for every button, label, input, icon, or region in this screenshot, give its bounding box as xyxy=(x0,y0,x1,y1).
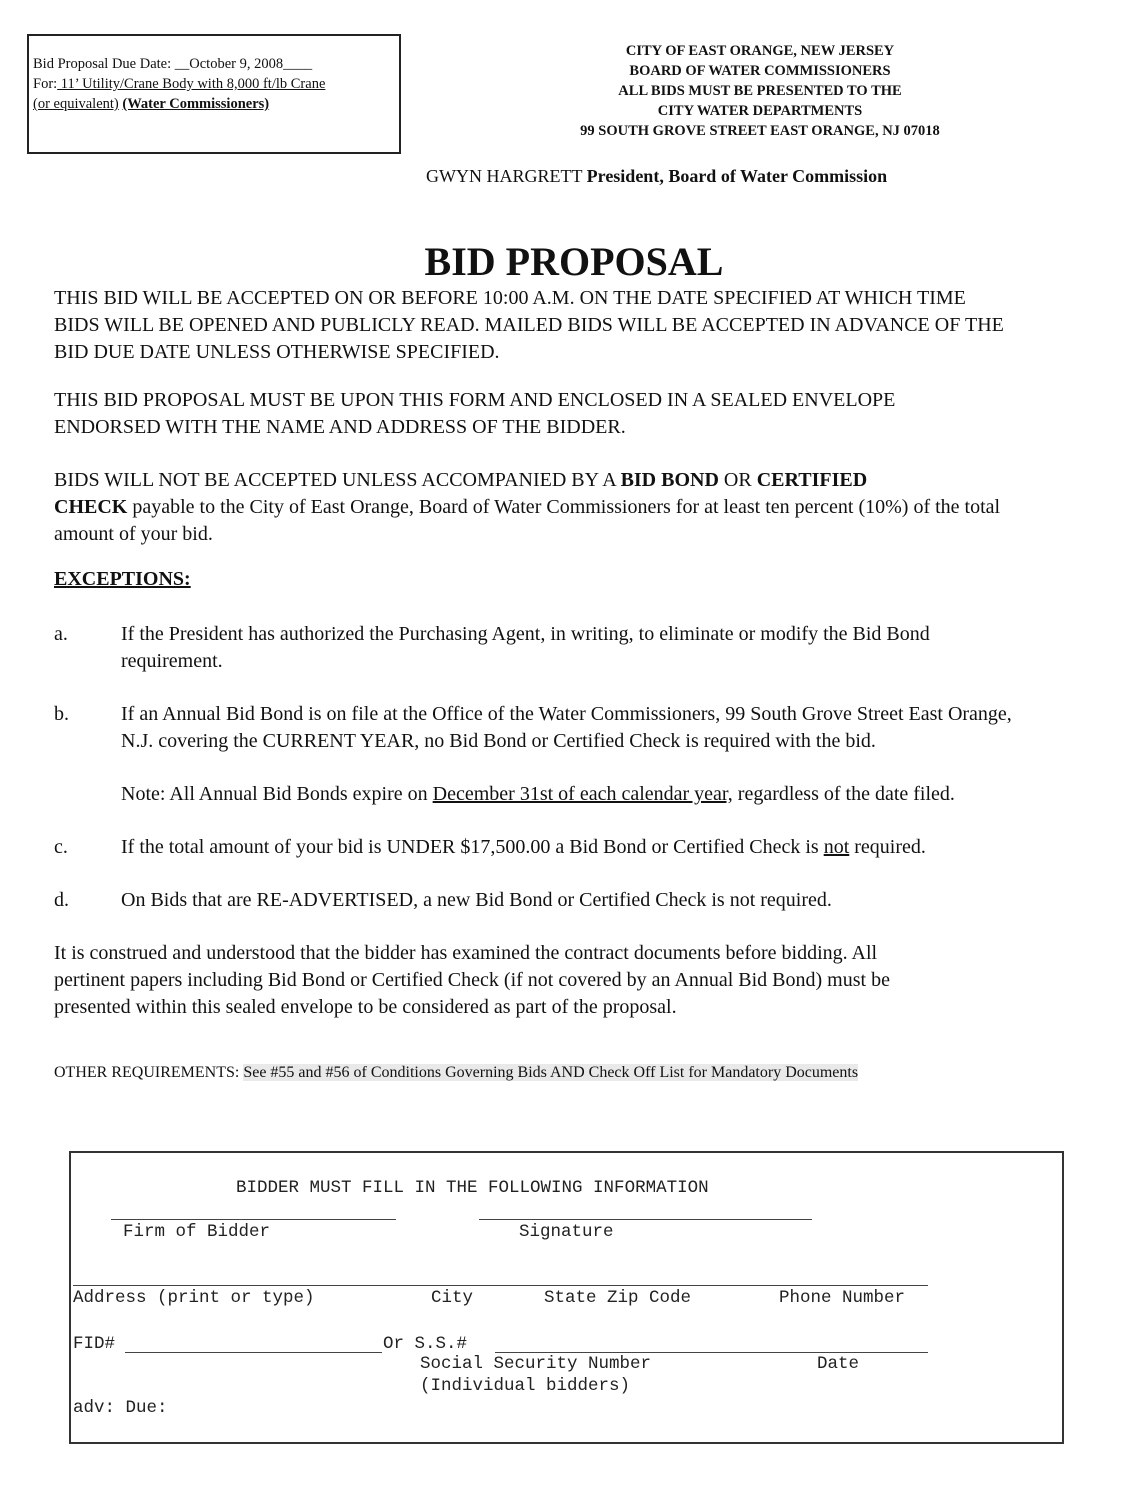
paragraph-line: BID DUE DATE UNLESS OTHERWISE SPECIFIED. xyxy=(54,341,500,363)
other-requirements-label: OTHER REQUIREMENTS: xyxy=(54,1064,244,1081)
individual-bidders-caption: (Individual bidders) xyxy=(420,1376,631,1396)
other-requirements xyxy=(54,1064,858,1082)
paragraph-line: BIDS WILL BE OPENED AND PUBLICLY READ. MAILED BIDS WILL BE ACCEPTED IN ADVANCE OF THE xyxy=(54,314,1004,336)
header-city: CITY OF EAST ORANGE, NEW JERSEY xyxy=(625,43,895,59)
for-label: For: xyxy=(33,76,58,92)
check-term: CHECK xyxy=(54,496,128,518)
department-note: (Water Commissioners) xyxy=(122,96,270,112)
exceptions-heading: EXCEPTIONS: xyxy=(54,568,191,590)
paragraph-line: ENDORSED WITH THE NAME AND ADDRESS OF THE BIDDER. xyxy=(54,416,626,438)
state-zip-label: State Zip Code xyxy=(544,1288,692,1308)
fid-input-line[interactable] xyxy=(125,1352,382,1353)
firm-input-line[interactable] xyxy=(111,1219,396,1220)
exception-d-letter: d. xyxy=(54,889,69,911)
bidder-info-box xyxy=(69,1151,1064,1444)
due-date-box xyxy=(27,34,401,154)
item-equivalent-line xyxy=(33,96,269,113)
ss-label: Or S.S.# xyxy=(383,1334,468,1354)
exception-b-letter: b. xyxy=(54,703,69,725)
bid-bond-term: BID BOND xyxy=(620,469,719,491)
president-line xyxy=(426,166,887,187)
exception-b: If an Annual Bid Bond is on file at the Office of the Water Commissioners, 99 South Grove Street East Orange, N.J. covering the CURRENT YEAR, no Bid Bond or Certified Check is required with the bid. xyxy=(121,703,1012,752)
city-label: City xyxy=(431,1288,474,1308)
president-name: GWYN HARGRETT xyxy=(426,166,583,186)
bid-bond-paragraph: BIDS WILL NOT BE ACCEPTED UNLESS ACCOMPANIED BY A BID BOND OR CERTIFIED CHECK payable to the City of East Orange, Board of Water Commissioners for at least ten percent (10%) of the total amount of your bid. xyxy=(54,469,1001,545)
page-title: BID PROPOSAL xyxy=(424,239,724,284)
ss-input-line[interactable] xyxy=(495,1352,928,1353)
paragraph-line: THIS BID WILL BE ACCEPTED ON OR BEFORE 10:00 A.M. ON THE DATE SPECIFIED AT WHICH TIME xyxy=(54,287,966,309)
header-board: BOARD OF WATER COMMISSIONERS xyxy=(629,63,891,79)
exception-a-letter: a. xyxy=(54,623,68,645)
header-address: 99 SOUTH GROVE STREET EAST ORANGE, NJ 07018 xyxy=(580,123,940,139)
equivalent-note: (or equivalent) xyxy=(33,96,119,112)
header-department: CITY WATER DEPARTMENTS xyxy=(657,103,863,119)
item-description: 11’ Utility/Crane Body with 8,000 ft/lb Crane xyxy=(57,76,326,92)
exception-c-letter: c. xyxy=(54,836,68,858)
firm-label: Firm of Bidder xyxy=(123,1222,271,1242)
paragraph-line: THIS BID PROPOSAL MUST BE UPON THIS FORM AND ENCLOSED IN A SEALED ENVELOPE xyxy=(54,389,896,411)
fid-label: FID# xyxy=(73,1334,116,1354)
signature-input-line[interactable] xyxy=(479,1219,812,1220)
item-description-line xyxy=(33,76,325,93)
exception-d: On Bids that are RE-ADVERTISED, a new Bid Bond or Certified Check is not required. xyxy=(121,889,832,911)
acceptance-paragraph xyxy=(54,285,1114,366)
certified-term: CERTIFIED xyxy=(756,469,868,491)
date-caption: Date xyxy=(817,1354,860,1374)
other-requirements-text: See #55 and #56 of Conditions Governing Bids AND Check Off List for Mandatory Documents xyxy=(243,1064,859,1081)
due-date-line: Bid Proposal Due Date: __October 9, 2008____ xyxy=(33,56,313,72)
exception-c: If the total amount of your bid is UNDER $17,500.00 a Bid Bond or Certified Check is not required. xyxy=(121,836,926,858)
header-instruction: ALL BIDS MUST BE PRESENTED TO THE xyxy=(618,83,902,99)
phone-label: Phone Number xyxy=(779,1288,906,1308)
annual-bond-note: Note: All Annual Bid Bonds expire on December 31st of each calendar year, regardless of the date filed. xyxy=(121,783,955,805)
signature-label: Signature xyxy=(519,1222,614,1242)
adv-due-label: adv: Due: xyxy=(73,1398,168,1418)
construed-paragraph: It is construed and understood that the bidder has examined the contract documents before bidding. All pertinent papers including Bid Bond or Certified Check (if not covered by an Annual Bid Bond) must be presented within this sealed envelope to be considered as part of the proposal. xyxy=(54,942,890,1018)
address-input-line[interactable] xyxy=(73,1285,928,1286)
ssn-caption: Social Security Number xyxy=(420,1354,652,1374)
president-title: President, Board of Water Commission xyxy=(586,166,888,186)
address-label: Address (print or type) xyxy=(73,1288,315,1308)
bidder-box-heading: BIDDER MUST FILL IN THE FOLLOWING INFORMATION xyxy=(236,1178,709,1198)
expiry-date: December 31st of each calendar year, xyxy=(432,783,733,805)
form-envelope-paragraph xyxy=(54,387,1114,441)
exception-a: If the President has authorized the Purchasing Agent, in writing, to eliminate or modify the Bid Bond requirement. xyxy=(121,623,930,672)
